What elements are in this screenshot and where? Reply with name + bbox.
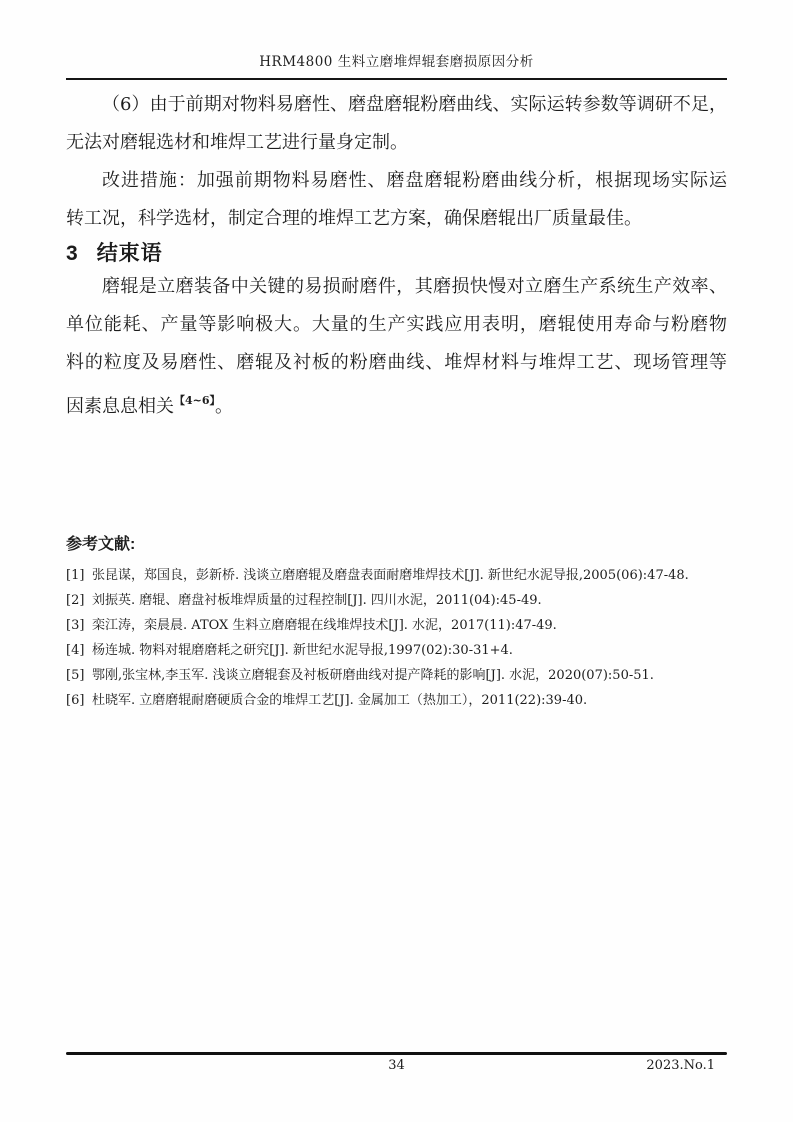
text-line: 单位能耗、产量等影响极大。大量的生产实践应用表明，磨辊使用寿命与粉磨物 xyxy=(66,314,727,335)
reference-text: 杨连城. 物料对辊磨磨耗之研究[J]. 新世纪水泥导报,1997(02):30-31+4. xyxy=(92,643,513,658)
paragraph-conclusion xyxy=(66,268,727,426)
text-line: 料的粒度及易磨性、磨辊及衬板的粉磨曲线、堆焊材料与堆焊工艺、现场管理等 xyxy=(66,352,727,373)
reference-text: 栾江涛，栾晨晨. ATOX 生料立磨磨辊在线堆焊技术[J]. 水泥，2017(11):47-49. xyxy=(92,618,557,633)
reference-text: 张昆谋，郑国良，彭新桥. 浅谈立磨磨辊及磨盘表面耐磨堆焊技术[J]. 新世纪水泥导报,2005(06):47-48. xyxy=(92,568,689,583)
text-line xyxy=(66,382,727,426)
section-heading-conclusion xyxy=(66,240,727,268)
text-line: 无法对磨辊选材和堆焊工艺进行量身定制。 xyxy=(66,132,408,153)
conclusion-last-text: 因素息息相关 xyxy=(66,396,174,417)
running-header-title: HRM4800 生料立磨堆焊辊套磨损原因分析 xyxy=(259,54,534,70)
reference-item xyxy=(66,588,727,613)
section-title: 结束语 xyxy=(96,242,163,265)
conclusion-period: 。 xyxy=(215,396,234,417)
references-heading: 参考文献: xyxy=(66,536,136,553)
text-line: （6）由于前期对物料易磨性、磨盘磨辊粉磨曲线、实际运转参数等调研不足， xyxy=(102,94,727,115)
reference-marker: [5] xyxy=(66,668,85,683)
reference-marker: [4] xyxy=(66,643,85,658)
reference-marker: [3] xyxy=(66,618,85,633)
text-line: 转工况，科学选材，制定合理的堆焊工艺方案，确保磨辊出厂质量最佳。 xyxy=(66,208,642,229)
reference-marker: [2] xyxy=(66,593,85,608)
reference-item xyxy=(66,563,727,588)
paragraph-improvement-measures xyxy=(66,162,727,238)
footer-rule xyxy=(66,1052,727,1055)
citation-superscript: 【4~6】 xyxy=(174,394,216,407)
page-body xyxy=(66,86,727,713)
reference-marker: [1] xyxy=(66,568,85,583)
page-number: 34 xyxy=(388,1058,405,1073)
reference-item xyxy=(66,638,727,663)
reference-text: 鄂刚,张宝林,李玉军. 浅谈立磨辊套及衬板研磨曲线对提产降耗的影响[J]. 水泥，2020(07):50-51. xyxy=(92,668,654,683)
reference-item xyxy=(66,663,727,688)
references-section xyxy=(66,534,727,713)
header-rule xyxy=(66,78,727,80)
paragraph-item-6 xyxy=(66,86,727,162)
section-number: 3 xyxy=(66,242,79,265)
text-line: 磨辊是立磨装备中关键的易损耐磨件，其磨损快慢对立磨生产系统生产效率、 xyxy=(102,276,727,297)
issue-label: 2023.No.1 xyxy=(646,1058,715,1073)
reference-item xyxy=(66,613,727,638)
reference-text: 刘振英. 磨辊、磨盘衬板堆焊质量的过程控制[J]. 四川水泥，2011(04):45-49. xyxy=(92,593,542,608)
reference-text: 杜晓军. 立磨磨辊耐磨硬质合金的堆焊工艺[J]. 金属加工（热加工），2011(22):39-40. xyxy=(92,693,588,708)
reference-marker: [6] xyxy=(66,693,85,708)
reference-item xyxy=(66,688,727,713)
text-line: 改进措施：加强前期物料易磨性、磨盘磨辊粉磨曲线分析，根据现场实际运 xyxy=(102,170,727,191)
references-list xyxy=(66,563,727,713)
